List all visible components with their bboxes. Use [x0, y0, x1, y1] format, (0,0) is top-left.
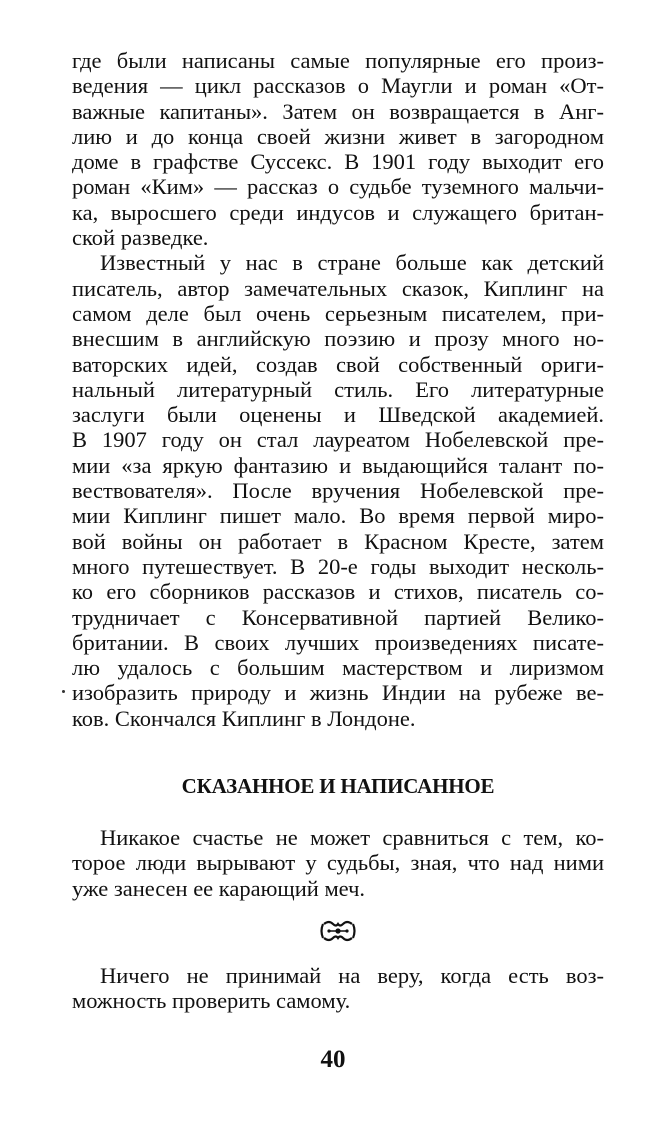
text-line: мии Киплинг пишет мало. Во время первой миро- [72, 503, 604, 529]
section-heading: СКАЗАННОЕ И НАПИСАННОЕ [181, 774, 495, 799]
text-line: лю удалось с большим мастерством и лиризмом [72, 655, 604, 681]
text-line: В 1907 году он стал лауреатом Нобелевской пре- [72, 427, 604, 453]
text-line: Известный у нас в стране больше как детский [100, 250, 604, 276]
text-line: трудничает с Консервативной партией Велико- [72, 604, 604, 630]
text-line: Ничего не принимай на веру, когда есть воз- [100, 962, 604, 988]
text-line: заслуги были оценены и Шведской академией. [72, 402, 604, 428]
quote-block [72, 825, 604, 901]
text-line: где были написаны самые популярные его произ- [72, 48, 604, 73]
text-line: вой войны он работает в Красном Кресте, затем [72, 528, 604, 554]
text-line: лию и до конца своей жизни живет в загородном [72, 123, 604, 149]
text-line: писатель, автор замечательных сказок, Киплинг на [72, 275, 604, 301]
quote-block [72, 963, 604, 1014]
text-line: самом деле был очень серьезным писателем, при- [72, 300, 604, 326]
text-line: ков. Скончался Киплинг в Лондоне. [72, 705, 416, 731]
text-line: нальный литературный стиль. Его литературные [72, 376, 604, 402]
text-line: важные капитаны». Затем он возвращается в Анг- [72, 98, 604, 124]
text-line: изобразить природу и жизнь Индии на рубеже ве- [72, 680, 604, 706]
text-line: Никакое счастье не может сравниться с тем, ко- [100, 825, 604, 851]
paragraph [72, 250, 604, 731]
margin-dot [62, 690, 65, 693]
text-line: внесшим в английскую поэзию и прозу много но- [72, 326, 604, 352]
text-line: доме в графстве Суссекс. В 1901 году выходит его [72, 149, 604, 175]
text-line: ской разведке. [72, 225, 209, 251]
text-line: уже занесен ее карающий меч. [72, 875, 366, 901]
text-line: роман «Ким» — рассказ о судьбе туземного мальчи- [72, 174, 604, 200]
text-line: можность проверить самому. [72, 988, 351, 1014]
floral-ornament-icon [72, 919, 604, 945]
paragraph [72, 48, 604, 250]
text-line: ко его сборников рассказов и стихов, писатель со- [72, 579, 604, 605]
main-text [72, 48, 604, 731]
text-line: вествователя». После вручения Нобелевской пре- [72, 478, 604, 504]
text-line: ваторских идей, создав свой собственный ориги- [72, 351, 604, 377]
page-number: 40 [320, 1046, 346, 1073]
text-line: ведения — цикл рассказов о Маугли и роман «От- [72, 73, 604, 99]
text-line: много путешествует. В 20-е годы выходит несколь- [72, 553, 604, 579]
text-line: ка, выросшего среди индусов и служащего британ- [72, 199, 604, 225]
text-line: мии «за яркую фантазию и выдающийся талант по- [72, 452, 604, 478]
page-body [72, 48, 604, 1014]
ornament-svg [320, 919, 356, 943]
text-line: торое люди вырывают у судьбы, зная, что над ними [72, 850, 604, 876]
text-line: британии. В своих лучших произведениях писате- [72, 629, 604, 655]
